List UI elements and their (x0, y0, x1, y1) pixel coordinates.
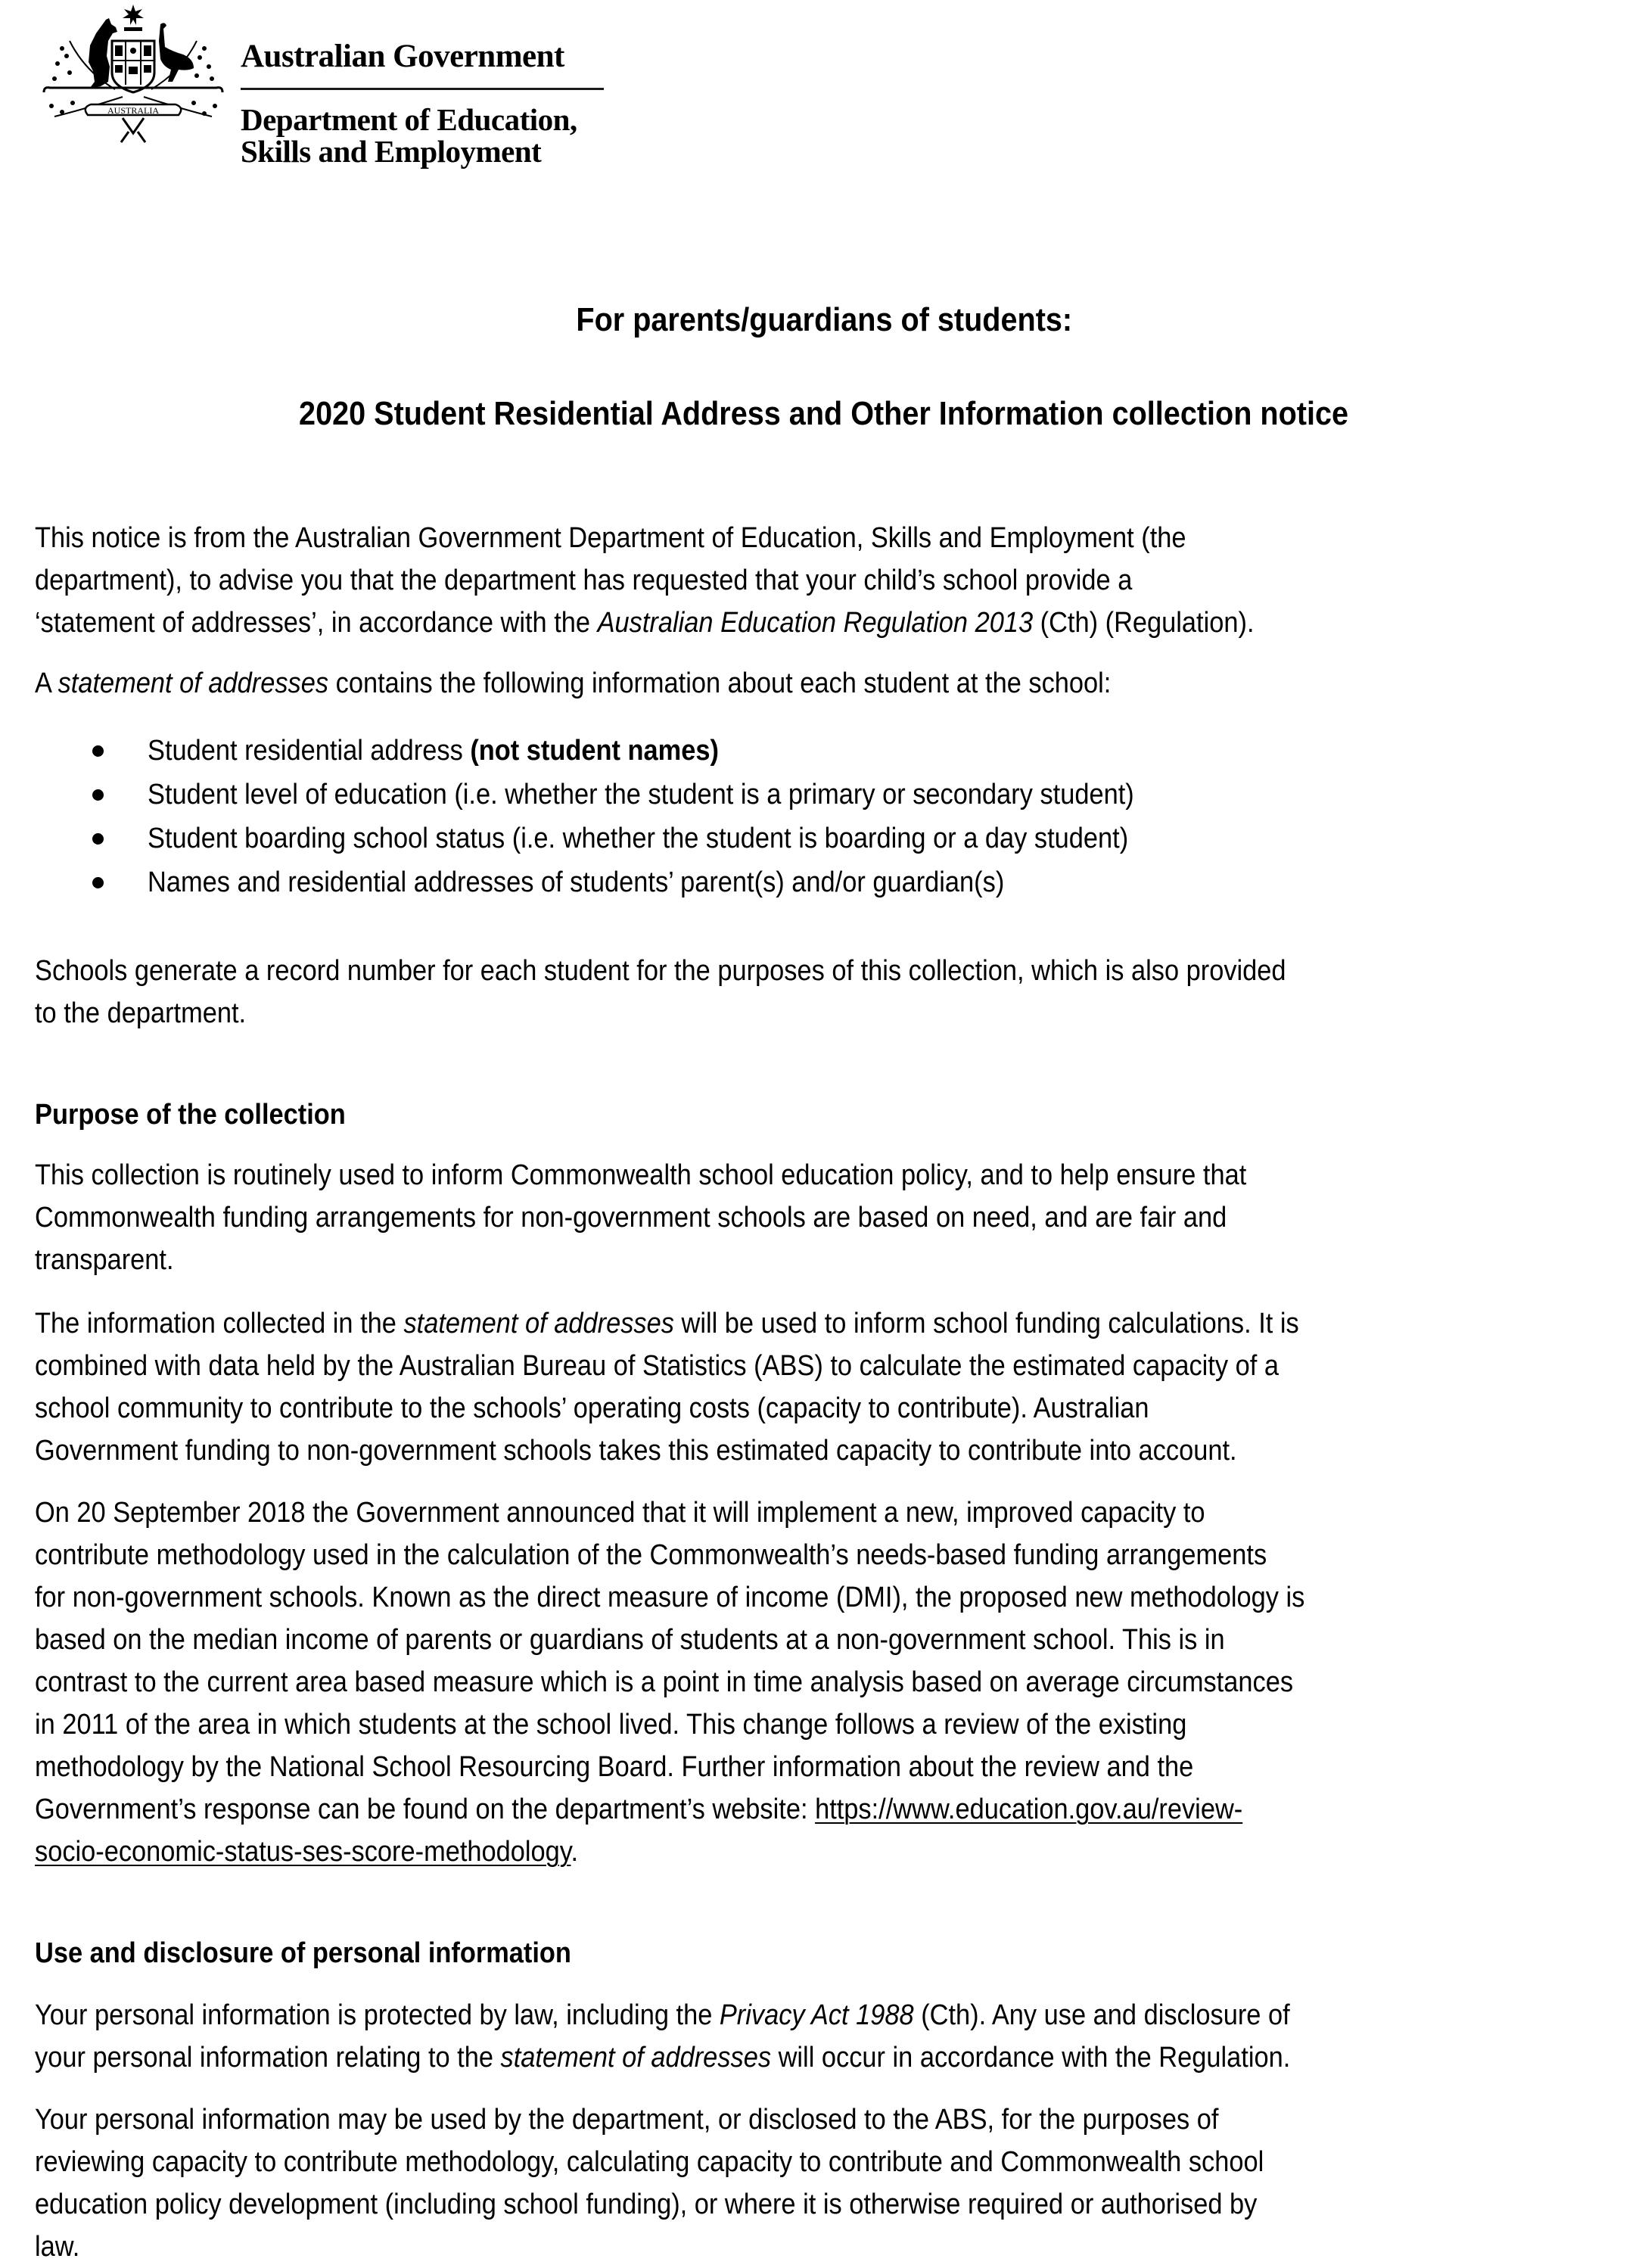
paragraph-line: combined with data held by the Australian Bureau of Statistics (ABS) to calculate the estimated capacity of a (35, 1350, 1279, 1382)
paragraph-line: reviewing capacity to contribute methodology, calculating capacity to contribute and Commonwealth school (35, 2146, 1264, 2178)
paragraph-line: Commonwealth funding arrangements for non-government schools are based on need, and are fair and (35, 1202, 1227, 1234)
record-line: Schools generate a record number for each student for the purposes of this collection, which is also provided (35, 955, 1286, 987)
bullet-icon (92, 833, 104, 845)
paragraph-line: education policy development (including school funding), or where it is otherwise required or authorised by (35, 2189, 1258, 2220)
record-line: to the department. (35, 997, 247, 1029)
use-disclosure-heading: Use and disclosure of personal information (35, 1937, 571, 1969)
paragraph-line: The information collected in the statement of addresses will be used to inform school funding calculations. It is (35, 1308, 1299, 1339)
use-paragraph-1 (35, 1994, 1422, 2079)
paragraph-line: transparent. (35, 1244, 174, 1276)
intro-paragraph (35, 517, 1382, 644)
bullet-icon (92, 745, 104, 757)
contains-line: A statement of addresses contains the following information about each student at the school: (35, 667, 1112, 699)
purpose-paragraph-3 (35, 1492, 1438, 1873)
paragraph-line: based on the median income of parents or guardians of students at a non-government school. This is in (35, 1624, 1225, 1656)
paragraph-line: Government funding to non-government schools takes this estimated capacity to contribute into account. (35, 1435, 1237, 1467)
department-name-line1: Department of Education, (241, 102, 577, 137)
paragraph-line: Your personal information is protected by law, including the Privacy Act 1988 (Cth). Any use and disclosure of (35, 1999, 1290, 2031)
intro-line: department), to advise you that the department has requested that your child’s school provide a (35, 565, 1133, 596)
bullet-icon (92, 789, 104, 801)
privacy-act-title: Privacy Act 1988 (719, 1999, 914, 2031)
paragraph-line: contribute methodology used in the calculation of the Commonwealth’s needs-based funding arrangements (35, 1539, 1267, 1571)
paragraph-line: in 2011 of the area in which students at the school lived. This change follows a review of the existing (35, 1709, 1187, 1741)
government-name: Australian Government (241, 39, 564, 74)
purpose-heading: Purpose of the collection (35, 1099, 346, 1131)
contains-paragraph (35, 662, 1224, 705)
paragraph-line: your personal information relating to the statement of addresses will occur in accordance with the Regulation. (35, 2042, 1291, 2074)
logo-divider (241, 88, 604, 90)
paragraph-line: for non-government schools. Known as the direct measure of income (DMI), the proposed new methodology is (35, 1582, 1305, 1613)
bullet-icon (92, 877, 104, 888)
paragraph-line: law. (35, 2231, 80, 2263)
review-methodology-link-continued[interactable]: socio-economic-status-ses-score-methodology (35, 1836, 571, 1868)
paragraph-line: contrast to the current area based measure which is a point in time analysis based on average circumstances (35, 1666, 1294, 1698)
record-paragraph (35, 950, 1417, 1034)
paragraph-line: On 20 September 2018 the Government announced that it will implement a new, improved capacity to (35, 1497, 1205, 1529)
purpose-paragraph-2 (35, 1302, 1432, 1472)
intro-line: This notice is from the Australian Government Department of Education, Skills and Employment (the (35, 522, 1186, 554)
notice-title: 2020 Student Residential Address and Other Information collection notice (299, 395, 1349, 432)
crest-icon (39, 3, 227, 145)
paragraph-line: socio-economic-status-ses-score-methodology. (35, 1836, 579, 1868)
purpose-paragraph-1 (35, 1154, 1373, 1281)
audience-title: For parents/guardians of students: (576, 301, 1072, 338)
paragraph-line: school community to contribute to the schools’ operating costs (capacity to contribute). Australian (35, 1392, 1149, 1424)
coat-of-arms-logo (39, 3, 227, 145)
regulation-title: Australian Education Regulation 2013 (597, 607, 1034, 639)
use-paragraph-2 (35, 2098, 1393, 2268)
paragraph-line: This collection is routinely used to inform Commonwealth school education policy, and to help ensure that (35, 1159, 1247, 1191)
paragraph-line: Government’s response can be found on the department’s website: https://www.education.gov.au/review- (35, 1794, 1243, 1825)
department-name-line2: Skills and Employment (241, 134, 542, 169)
intro-line: ‘statement of addresses’, in accordance with the Australian Education Regulation 2013 (Cth) (Regulation). (35, 607, 1255, 639)
svg-text:AUSTRALIA: AUSTRALIA (107, 105, 159, 116)
review-methodology-link[interactable]: https://www.education.gov.au/review- (815, 1794, 1243, 1825)
paragraph-line: Your personal information may be used by the department, or disclosed to the ABS, for the purposes of (35, 2104, 1219, 2136)
paragraph-line: methodology by the National School Resourcing Board. Further information about the review and the (35, 1751, 1194, 1783)
